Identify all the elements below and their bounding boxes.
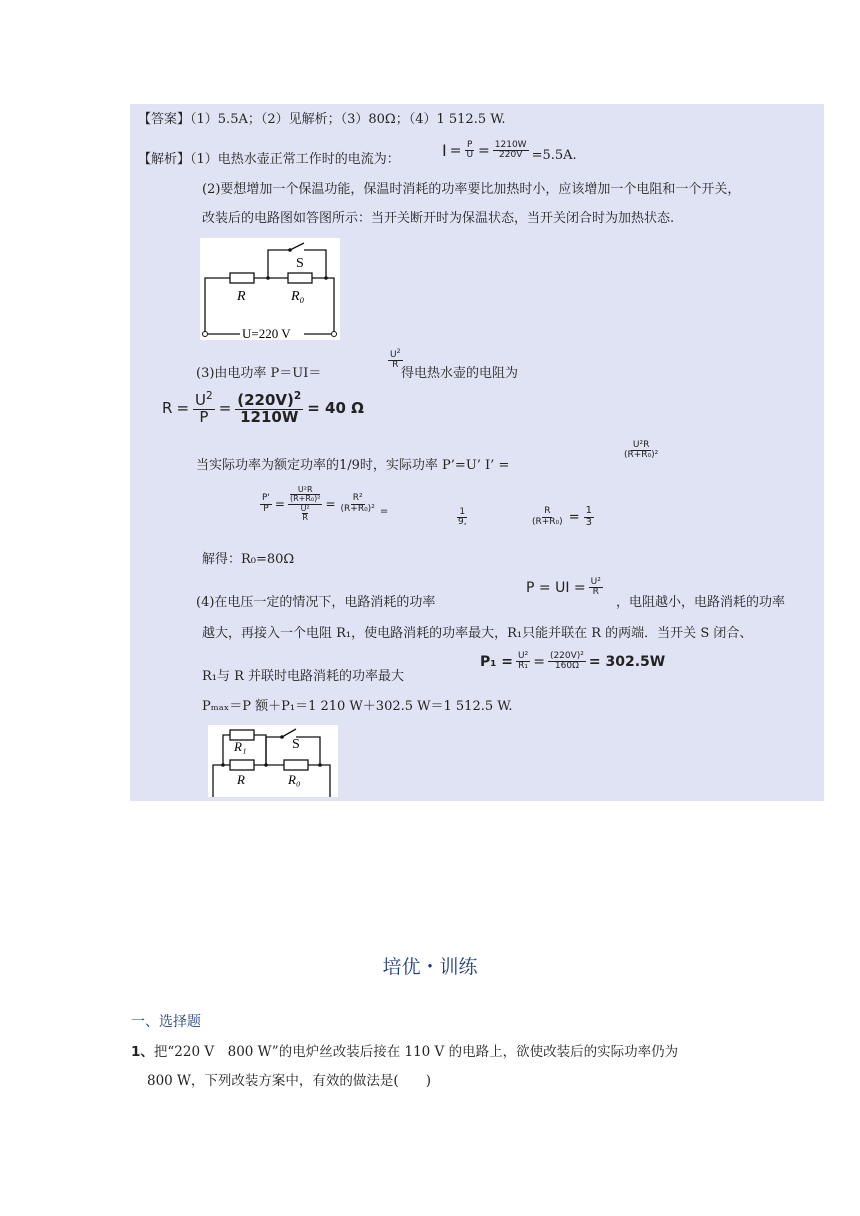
- analysis-p4-line1-tail: ，电阻越小，电路消耗的功率: [616, 595, 786, 610]
- circuit2-r-label: R: [237, 772, 245, 787]
- circuit1-voltage-label: U=220 V: [242, 326, 291, 340]
- analysis-tag: 【解析】: [138, 152, 191, 167]
- circuit1-switch-label: S: [296, 256, 304, 271]
- analysis-p1: （1）电热水壶正常工作时的电流为：: [190, 152, 400, 167]
- formula-r-ratio: $\frac{R}{\text{(R+R₀)}}$ = $\frac{1}{3}$: [532, 505, 592, 528]
- formula-power-ratio: $\frac{P'}{P}$ = U²R (R+R₀)² U² R = $\frac{\text{R²}}{\text{(R+R₀)²}}$ =: [262, 485, 389, 523]
- circuit-diagram-2: [208, 725, 338, 797]
- circuit1-r0-label: R₀: [291, 289, 305, 304]
- analysis-p2-line2: 改装后的电路图如答图所示：当开关断开时为保温状态，当开关闭合时为加热状态.: [202, 211, 675, 226]
- formula-u2-over-r: $\frac{U^2}{R}$: [390, 348, 401, 371]
- question-number: 1、: [131, 1044, 154, 1060]
- analysis-p2-line1: (2)要想增加一个保温功能，保温时消耗的功率要比加热时小，应该增加一个电阻和一个开关，: [202, 182, 741, 197]
- analysis-p4-line2: 越大，再接入一个电阻 R₁，使电路消耗的功率最大，R₁只能并联在 R 的两端．当开关 S 闭合、: [202, 626, 753, 641]
- formula-one-ninth: $\frac{1}{9,}$: [458, 507, 467, 528]
- question-1-line1: [131, 1044, 678, 1060]
- answer-text: （1）5.5A；（2）见解析；（3）80Ω；（4）1 512.5 W.: [190, 112, 506, 127]
- formula-power-ui: P = UI = $\frac{\text{U²}}{R}$: [526, 577, 601, 598]
- formula-p1: P₁ = $\frac{\text{U²}}{\text{R₁}}$ = $\frac{\text{(220V)²}}{160\Omega}$ = 302.5W: [480, 651, 666, 672]
- analysis-p3-tail: 得电热水壶的电阻为: [401, 366, 519, 381]
- circuit2-r1-label: R₁: [234, 739, 247, 754]
- analysis-p4-line1: (4)在电压一定的情况下，电路消耗的功率: [196, 595, 436, 610]
- analysis-line-1: [138, 152, 400, 168]
- formula-actual-power: $\frac{\text{U²R}}{\text{(R+R₀)²}}$: [624, 440, 659, 461]
- answer-line: [138, 112, 505, 128]
- analysis-p3-intro: (3)由电功率 P＝UI＝: [196, 366, 322, 381]
- answer-tag: 【答案】: [138, 112, 191, 127]
- analysis-p3-solve: 解得：R₀=80Ω: [202, 552, 295, 567]
- formula-current: I = $\frac{P}{U}$ = $\frac{1210W}{220V}$ =5.5A.: [442, 139, 577, 163]
- question-1-text: 把“220 V 800 W”的电炉丝改装后接在 110 V 的电路上，欲使改装后的实际功率仍为: [153, 1044, 679, 1060]
- question-1-line2: 800 W，下列改装方案中，有效的做法是( ): [147, 1073, 431, 1089]
- circuit2-r0-label: R₀: [288, 772, 301, 787]
- analysis-p3-actual: 当实际功率为额定功率的1/9时，实际功率 P’=U’ I’ =: [196, 458, 510, 473]
- circuit2-switch-label: S: [292, 737, 300, 752]
- section-heading: 一、选择题: [131, 1014, 201, 1030]
- section-title: 培优・训练: [382, 956, 478, 978]
- analysis-p4-line3: R₁与 R 并联时电路消耗的功率最大: [202, 669, 405, 684]
- circuit1-r-label: R: [237, 289, 246, 304]
- circuit-diagram-1: [200, 238, 340, 340]
- analysis-p4-total: Pₘₐₓ＝P 额＋P₁＝1 210 W＋302.5 W＝1 512.5 W.: [202, 699, 513, 714]
- formula-resistance: R = $\frac{U^2}{P}$ = $\frac{(220V)^2}{1210W}$ = 40 Ω: [162, 390, 364, 426]
- answer-panel: [130, 104, 824, 801]
